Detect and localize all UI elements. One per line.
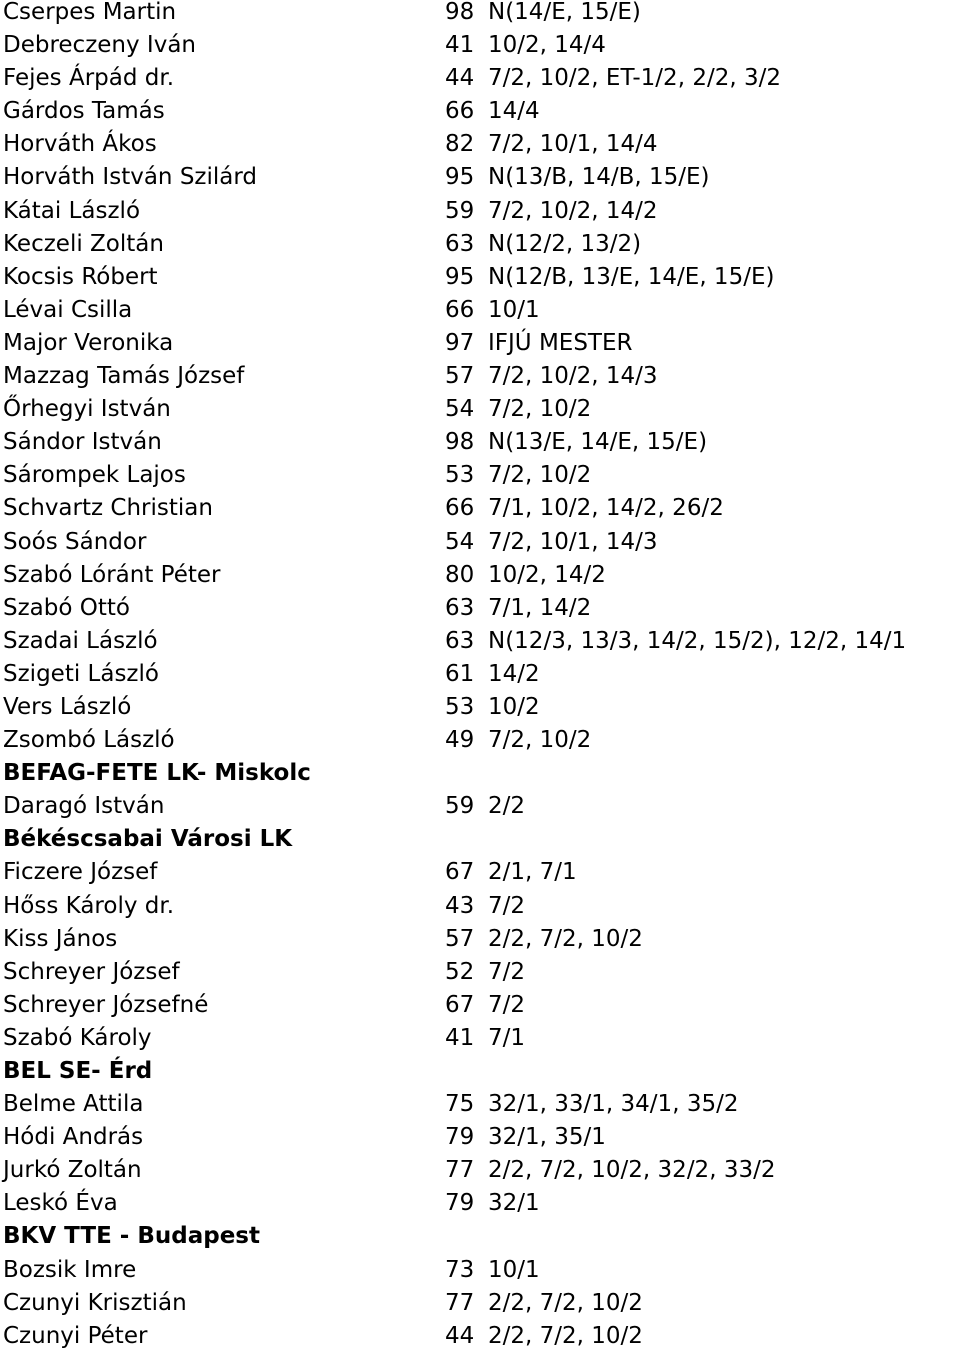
member-row [0,530,960,563]
member-name: Czunyi Krisztián [3,1289,187,1316]
member-categories: N(14/E, 15/E) [488,0,641,25]
member-age: 95 [445,263,475,290]
member-row [0,860,960,893]
member-age: 95 [445,164,475,191]
member-name: Szabó Ottó [3,594,130,621]
member-row [0,794,960,827]
member-age: 82 [445,131,475,158]
member-categories: 10/2, 14/2 [488,561,606,588]
member-categories: N(12/2, 13/2) [488,230,642,257]
member-row [0,33,960,66]
member-categories: 7/2, 10/1, 14/4 [488,131,658,158]
member-categories: 32/1, 33/1, 34/1, 35/2 [488,1091,739,1118]
member-row [0,1291,960,1324]
member-name: Fejes Árpád dr. [3,65,175,92]
member-row [0,1191,960,1224]
member-categories: 7/2, 10/2, 14/3 [488,363,658,390]
member-name: Soós Sándor [3,528,147,555]
member-categories: N(12/3, 13/3, 14/2, 15/2), 12/2, 14/1 [488,627,907,654]
member-name: Horváth Ákos [3,131,157,158]
member-name: Szigeti László [3,660,159,687]
member-age: 66 [445,495,475,522]
member-name: Szadai László [3,627,158,654]
member-categories: 2/1, 7/1 [488,859,577,886]
member-categories: 7/1, 14/2 [488,594,592,621]
member-name: Schvartz Christian [3,495,213,522]
member-categories: 32/1 [488,1190,540,1217]
member-age: 41 [445,32,475,59]
member-categories: 2/2, 7/2, 10/2, 32/2, 33/2 [488,1157,776,1184]
member-row [0,165,960,198]
member-age: 53 [445,693,475,720]
member-name: Cserpes Martin [3,0,177,25]
member-age: 98 [445,0,475,25]
member-categories: 2/2, 7/2, 10/2 [488,925,643,952]
member-age: 54 [445,396,475,423]
member-categories: N(13/B, 14/B, 15/E) [488,164,710,191]
member-categories: 10/1 [488,1256,540,1283]
member-age: 63 [445,594,475,621]
member-age: 98 [445,429,475,456]
member-row [0,563,960,596]
member-name: Szabó Lóránt Péter [3,561,221,588]
member-age: 77 [445,1157,475,1184]
member-age: 53 [445,462,475,489]
member-row [0,596,960,629]
member-name: Gárdos Tamás [3,98,165,125]
member-name: Vers László [3,693,132,720]
club-name: BKV TTE - Budapest [3,1223,260,1250]
member-age: 67 [445,991,475,1018]
member-age: 57 [445,925,475,952]
member-age: 97 [445,329,475,356]
member-age: 66 [445,98,475,125]
member-name: Kátai László [3,197,141,224]
member-row [0,298,960,331]
member-row [0,1158,960,1191]
member-row [0,132,960,165]
member-row [0,629,960,662]
member-row [0,960,960,993]
member-name: Szabó Károly [3,1024,152,1051]
member-row [0,496,960,529]
member-categories: 2/2, 7/2, 10/2 [488,1289,643,1316]
club-heading-row [0,1224,960,1257]
member-row [0,894,960,927]
member-name: Ficzere József [3,859,158,886]
member-age: 63 [445,230,475,257]
member-row [0,1125,960,1158]
member-row [0,430,960,463]
member-categories: 10/1 [488,296,540,323]
member-row [0,662,960,695]
member-name: Kiss János [3,925,118,952]
member-name: Lévai Csilla [3,296,133,323]
member-age: 61 [445,660,475,687]
member-categories: 7/2 [488,892,526,919]
member-row [0,463,960,496]
member-row [0,728,960,761]
club-heading-row [0,827,960,860]
member-name: Őrhegyi István [3,396,171,423]
member-name: Belme Attila [3,1091,144,1118]
member-categories: 7/2, 10/1, 14/3 [488,528,658,555]
member-categories: 2/2 [488,793,526,820]
member-age: 73 [445,1256,475,1283]
member-categories: 14/2 [488,660,540,687]
member-row [0,1258,960,1291]
member-row [0,1324,960,1357]
member-age: 80 [445,561,475,588]
club-heading-row [0,1059,960,1092]
club-name: Békéscsabai Városi LK [3,826,293,853]
member-categories: 7/2, 10/2, ET-1/2, 2/2, 3/2 [488,65,781,92]
member-categories: 7/2, 10/2 [488,396,592,423]
member-row [0,265,960,298]
member-name: Debreczeny Iván [3,32,196,59]
member-categories: 7/2, 10/2, 14/2 [488,197,658,224]
club-name: BEFAG-FETE LK- Miskolc [3,760,311,787]
member-row [0,1092,960,1125]
member-age: 52 [445,958,475,985]
member-age: 49 [445,727,475,754]
member-name: Mazzag Tamás József [3,363,245,390]
member-name: Sándor István [3,429,162,456]
club-heading-row [0,761,960,794]
member-categories: 10/2, 14/4 [488,32,606,59]
member-age: 77 [445,1289,475,1316]
member-row [0,99,960,132]
member-name: Schreyer Józsefné [3,991,209,1018]
member-row [0,232,960,265]
member-row [0,927,960,960]
club-name: BEL SE- Érd [3,1058,153,1084]
member-categories: 14/4 [488,98,540,125]
member-age: 67 [445,859,475,886]
member-name: Schreyer József [3,958,180,985]
member-age: 79 [445,1190,475,1217]
member-name: Horváth István Szilárd [3,164,258,191]
member-row [0,331,960,364]
member-categories: 7/2 [488,991,526,1018]
member-categories: 7/2 [488,958,526,985]
member-name: Kocsis Róbert [3,263,158,290]
member-age: 59 [445,793,475,820]
member-age: 57 [445,363,475,390]
member-categories: 7/1 [488,1024,526,1051]
member-name: Leskó Éva [3,1190,118,1217]
member-categories: 32/1, 35/1 [488,1124,606,1151]
member-row [0,1026,960,1059]
member-categories: 7/1, 10/2, 14/2, 26/2 [488,495,724,522]
member-age: 66 [445,296,475,323]
member-age: 59 [445,197,475,224]
member-row [0,397,960,430]
member-row [0,0,960,33]
member-name: Hőss Károly dr. [3,892,175,919]
member-name: Zsombó László [3,727,175,754]
member-name: Keczeli Zoltán [3,230,164,257]
member-categories: IFJÚ MESTER [488,329,633,356]
member-age: 79 [445,1124,475,1151]
member-categories: N(12/B, 13/E, 14/E, 15/E) [488,263,775,290]
member-age: 44 [445,65,475,92]
member-name: Jurkó Zoltán [3,1157,142,1184]
member-categories: 10/2 [488,693,540,720]
member-row [0,695,960,728]
member-categories: 2/2, 7/2, 10/2 [488,1322,643,1349]
member-name: Czunyi Péter [3,1322,148,1349]
member-age: 54 [445,528,475,555]
member-name: Hódi András [3,1124,144,1151]
member-age: 75 [445,1091,475,1118]
member-categories: N(13/E, 14/E, 15/E) [488,429,708,456]
member-age: 63 [445,627,475,654]
member-name: Bozsik Imre [3,1256,137,1283]
member-name: Daragó István [3,793,165,820]
member-age: 41 [445,1024,475,1051]
member-row [0,66,960,99]
member-row [0,199,960,232]
member-row [0,993,960,1026]
member-categories: 7/2, 10/2 [488,727,592,754]
member-name: Sárompek Lajos [3,462,186,489]
member-age: 44 [445,1322,475,1349]
member-row [0,364,960,397]
member-name: Major Veronika [3,329,174,356]
member-categories: 7/2, 10/2 [488,462,592,489]
member-age: 43 [445,892,475,919]
